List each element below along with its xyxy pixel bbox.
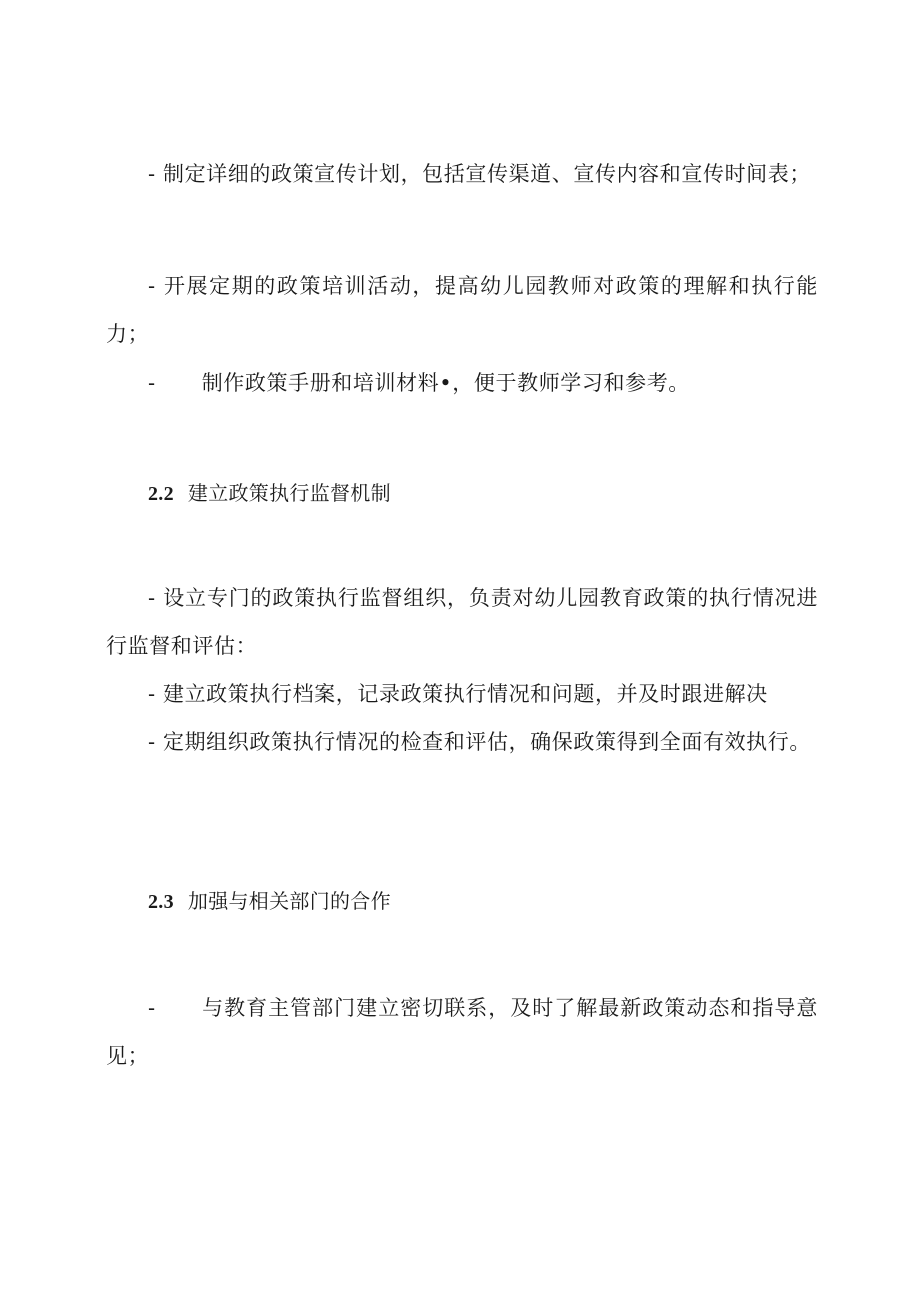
list-dash: - [148,274,156,298]
list-item [106,984,818,1080]
list-dash: - [148,371,156,395]
section-number: 2.3 [148,891,174,913]
list-item-text: 制定详细的政策宣传计划，包括宣传渠道、宣传内容和宣传时间表； [155,162,811,186]
list-item-text: 定期组织政策执行情况的检查和评估，确保政策得到全面有效执行。 [155,730,811,754]
list-item [106,718,818,766]
section-heading-2-2 [148,478,391,509]
list-item [106,574,818,670]
list-item [106,359,818,407]
list-item-text: 与教育主管部门建立密切联系，及时了解最新政策动态和指导意见； [106,996,818,1068]
list-item [106,670,818,718]
list-item [106,150,818,198]
section-title: 建立政策执行监督机制 [187,481,391,505]
list-dash: - [148,162,156,186]
list-dash: - [148,730,156,754]
list-item-text: 建立政策执行档案，记录政策执行情况和问题，并及时跟进解决 [155,682,768,706]
list-dash: - [148,682,156,706]
section-number: 2.2 [148,483,174,505]
section-title: 加强与相关部门的合作 [187,889,391,913]
list-dash: - [148,586,156,610]
section-heading-2-3 [148,886,391,917]
list-item-text: 设立专门的政策执行监督组织，负责对幼儿园教育政策的执行情况进行监督和评估： [106,586,818,658]
list-item-text: 开展定期的政策培训活动，提高幼儿园教师对政策的理解和执行能力； [106,274,818,346]
list-item [106,262,818,358]
list-dash: - [148,996,156,1020]
list-item-text: 制作政策手册和培训材料•，便于教师学习和参考。 [201,371,690,395]
